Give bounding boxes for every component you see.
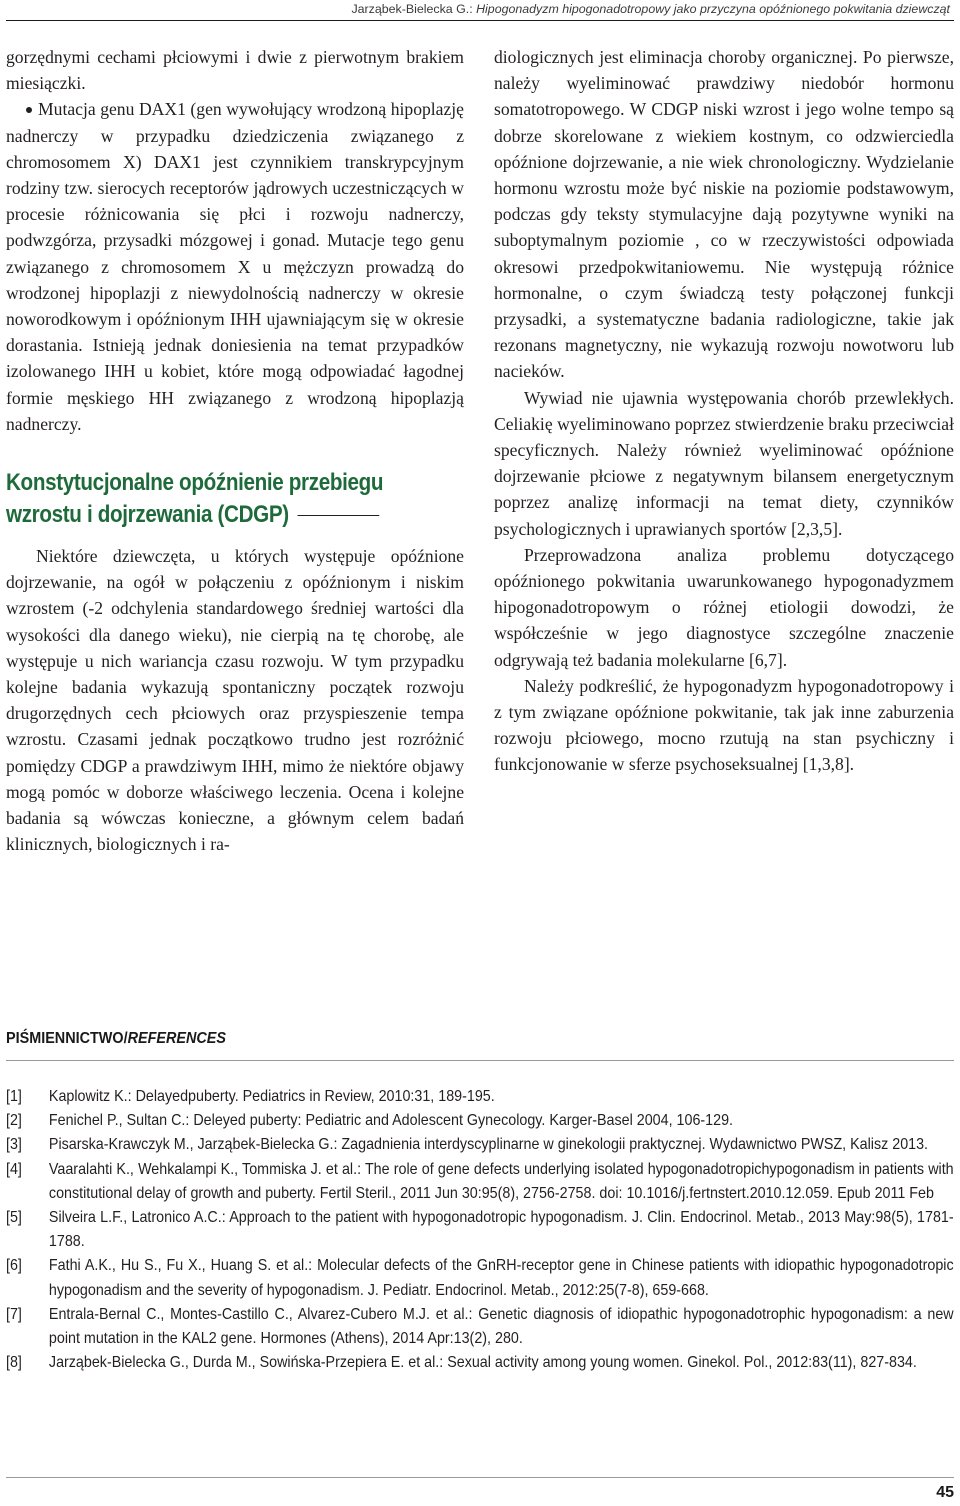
reference-text: Entrala-Bernal C., Montes-Castillo C., Alvarez-Cubero M.J. et al.: Genetic diagnosis of idiopathic hypogonadotrophic hypogonadism: a new point mutation in the KAL2 gene. Hormones (Athens), 2014 Apr:13(2), 280. (48, 1305, 954, 1348)
reference-text: Vaaralahti K., Wehkalampi K., Tommiska J. et al.: The role of gene defects underlying isolated hypogonadotropichypogonadism in patients with constitutional delay of growth and puberty. Fertil Steril., 2011 Jun 30:95(8), 2756-2758. doi: 10.1016/j.fertnstert.2010.12.059. Epub 2011 Feb (48, 1160, 954, 1202)
reference-list (6, 1085, 954, 1375)
reference-text: Kaplowitz K.: Delayedpuberty. Pediatrics in Review, 2010:31, 189-195. (48, 1088, 495, 1105)
paragraph: Przeprowadzona analiza problemu dotyczącego opóźnionego pokwitania uwarunkowanego hypogonadyzmem hipogonadotropowym o różnej etiologii dowodzi, że współcześnie w jego diagnostyce szczególne znaczenie odgrywają też badania molekularne [6,7]. (494, 544, 954, 670)
reference-number: [2] (6, 1112, 22, 1130)
reference-text: Fenichel P., Sultan C.: Deleyed puberty: Pediatric and Adolescent Gynecology. Karger-Basel 2004, 106-129. (48, 1112, 734, 1130)
paragraph: gorzędnymi cechami płciowymi i dwie z pierwotnym brakiem miesiączki. (6, 47, 464, 94)
reference-text: Jarząbek-Bielecka G., Durda M., Sowińska-Przepiera E. et al.: Sexual activity among young women. Ginekol. Pol., 2012:83(11), 827-834. (48, 1354, 917, 1372)
reference-item (6, 1133, 954, 1157)
reference-item (6, 1351, 954, 1375)
reference-item (6, 1303, 954, 1351)
paragraph: diologicznych jest eliminacja choroby organicznej. Po pierwsze, należy wyeliminować prawdziwy niedobór hormonu somatotropowego. W CDGP niski wzrost i jego wolne tempo są dobrze skorelowane z wiekiem kostnym, co odzwierciedla opóźnione dojrzewanie, a nie wiek chronologiczny. Wydzielanie hormonu wzrostu może być niskie na poziomie podstawowym, podczas gdy teksty stymulacyjne dają pozytywne wyniki na suboptymalnym poziomie , co w rzeczywistości odpowiada okresowi przedpokwitaniowemu. Nie występują różnice hormonalne, o czym świadczą testy połączonej funkcji przysadki, a systematyczne badania radiologiczne, takie jak rezonans magnetyczny, nie wykazują rozwoju nowotworu lub nacieków. (494, 47, 954, 382)
bullet-text: Mutacja genu DAX1 (gen wywołujący wrodzoną hipoplazję nadnerczy w przypadku dziedziczenia związanego z chromosomem X) DAX1 jest czynnikiem transkrypcyjnym rodziny tzw. sierocych receptorów jądrowych uczestniczących w procesie różnicowania się płci i rozwoju nadnerczy, podwzgórza, przysadki mózgowej i gonad. Mutacje tego genu związanego z chromosomem X u mężczyzn prowadzą do wrodzonej hipoplazji z niewydolnością nadnerczy w okresie noworodkowym i opóźnionym IHH ujawniającym się w okresie dorastania. Istnieją jednak doniesienia na temat przypadków izolowanego IHH u kobiet, które mogą odpowiadać łagodnej formie męskiego HH związanego z wrodzoną hipoplazją nadnerczy. (6, 99, 464, 434)
reference-item (6, 1109, 954, 1133)
header-authors: Jarząbek-Bielecka G.: (351, 2, 477, 16)
reference-text: Fathi A.K., Hu S., Fu X., Huang S. et al.: Molecular defects of the GnRH-receptor gene in Chinese patients with idiopathic hypogonadotropic hypogonadism and the severity of hypogonadism. J. Pediatr. Endocrinol. Metab., 2012:25(7-8), 659-668. (48, 1257, 954, 1299)
paragraph: Niektóre dziewczęta, u których występuje opóźnione dojrzewanie, na ogół w połączeniu z opóźnionym i niskim wzrostem (-2 odchylenia standardowego średniej wartości dla wysokości dla danego wieku), nie cierpią na tę chorobę, ale występuje u nich wariancja czasu rozwoju. W tym przypadku kolejne badania wykazują spontaniczny początek rozwoju drugorzędnych cech płciowych oraz przyspieszenie tempa wzrostu. Czasami jednak początkowo trudno jest rozróżnić pomiędzy CDGP a prawdziwym IHH, mimo że niektóre objawy mogą pomóc w doborze właściwego leczenia. Ocena i kolejne badania są wówczas konieczne, a głównym celem badań klinicznych, biologicznych i ra- (6, 546, 464, 855)
reference-text: Silveira L.F., Latronico A.C.: Approach to the patient with hypogonadotropic hypogonadism. J. Clin. Endocrinol. Metab., 2013 May:98(5), 1781-1788. (48, 1209, 954, 1251)
reference-number: [8] (6, 1354, 22, 1372)
running-header (0, 0, 950, 22)
footer-rule (6, 1477, 954, 1478)
left-column (6, 44, 464, 857)
references-title-main: PIŚMIENNICTWO/ (6, 1030, 128, 1047)
reference-number: [4] (6, 1160, 22, 1178)
reference-item (6, 1158, 954, 1206)
bullet-paragraph (6, 96, 464, 437)
right-column (494, 44, 954, 778)
header-rule (6, 20, 954, 21)
paragraph: Należy podkreślić, że hypogonadyzm hypogonadotropowy i z tym związane opóźnione pokwitanie, tak jak inne zaburzenia rozwoju płciowego, mocno rzutują na stan psychiczny i funkcjonowanie w sferze psychoseksualnej [1,3,8]. (494, 675, 954, 775)
reference-item (6, 1254, 954, 1302)
heading-rule (297, 515, 379, 516)
reference-item (6, 1206, 954, 1254)
reference-number: [6] (6, 1257, 22, 1275)
paragraph: Wywiad nie ujawnia występowania chorób przewlekłych. Celiakię wyeliminowano poprzez stwierdzenie braku przeciwciał specyficznych. Należy również wyeliminować opóźnione dojrzewanie płciowe z negatywnym bilansem energetycznym poprzez analizę informacji na temat diety, czynników psychologicznych i uprawianych sportów [2,3,5]. (494, 387, 954, 539)
reference-number: [3] (6, 1136, 22, 1154)
section-heading (6, 467, 462, 531)
reference-number: [7] (6, 1305, 22, 1323)
header-title: Hipogonadyzm hipogonadotropowy jako przyczyna opóźnionego pokwitania dziewcząt (476, 2, 950, 16)
references-title-italic: REFERENCES (127, 1030, 227, 1047)
bullet-icon (26, 107, 32, 113)
references-title (6, 1030, 226, 1048)
reference-number: [1] (6, 1088, 22, 1105)
reference-number: [5] (6, 1209, 22, 1227)
section-heading-text: Konstytucjonalne opóźnienie przebiegu wzrostu i dojrzewania (CDGP) (6, 469, 384, 529)
references-rule (6, 1060, 954, 1061)
reference-text: Pisarska-Krawczyk M., Jarząbek-Bielecka G.: Zagadnienia interdyscyplinarne w ginekologii praktycznej. Wydawnictwo PWSZ, Kalisz 2013. (48, 1136, 929, 1154)
page-number: 45 (936, 1484, 954, 1501)
reference-item (6, 1085, 954, 1109)
